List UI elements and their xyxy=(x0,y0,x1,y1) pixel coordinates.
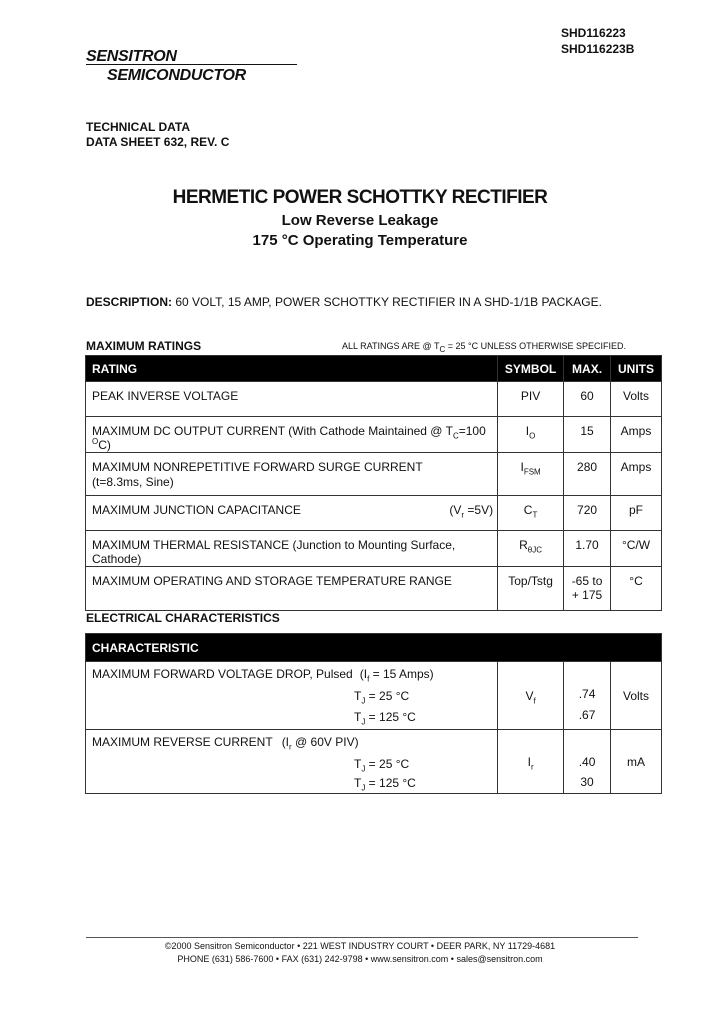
table-row xyxy=(86,531,662,567)
char-label: MAXIMUM REVERSE CURRENT xyxy=(92,735,273,749)
col-rating: RATING xyxy=(86,356,498,382)
symbol-sub: O xyxy=(529,431,536,441)
description-label: DESCRIPTION: xyxy=(86,295,173,309)
units-cell: °C/W xyxy=(611,531,662,567)
char-cond-sub: r xyxy=(289,742,292,752)
t-text: T xyxy=(354,776,362,790)
symbol-cell: Top/Tstg xyxy=(498,567,564,611)
temp-cond-1 xyxy=(354,757,410,774)
part-number-1: SHD116223 xyxy=(561,26,626,40)
symbol-text: V xyxy=(525,688,534,703)
t-text-b: = 125 °C xyxy=(365,776,416,790)
table-row xyxy=(86,730,662,794)
symbol-sub: FSM xyxy=(523,467,541,477)
char-cond-b: = 15 Amps) xyxy=(369,667,434,681)
t-sub: J xyxy=(361,696,366,706)
value-cell xyxy=(564,730,611,794)
symbol-cell xyxy=(498,730,564,794)
rating-cell: MAXIMUM THERMAL RESISTANCE (Junction to Mounting Surface, Cathode) xyxy=(86,531,498,567)
table-row xyxy=(86,496,662,531)
symbol-sub: f xyxy=(533,695,536,705)
t-sub: J xyxy=(361,764,366,774)
value-1: .74 xyxy=(578,687,596,701)
symbol-cell: PIV xyxy=(498,382,564,417)
t-text: T xyxy=(354,689,362,703)
units-cell: Amps xyxy=(611,453,662,496)
table-row xyxy=(86,662,662,730)
data-sheet-label: DATA SHEET 632, REV. C xyxy=(86,135,230,149)
t-sub: J xyxy=(361,717,366,727)
col-characteristic: CHARACTERISTIC xyxy=(86,634,662,662)
table-row xyxy=(86,567,662,611)
rating-text: MAXIMUM JUNCTION CAPACITANCE xyxy=(92,503,301,517)
symbol-cell xyxy=(498,531,564,567)
logo-underline xyxy=(86,64,297,65)
characteristic-cell xyxy=(86,662,498,730)
rating-line1: MAXIMUM NONREPETITIVE FORWARD SURGE CURRENT xyxy=(92,460,423,474)
units-cell: Volts xyxy=(611,382,662,417)
rating-condition xyxy=(449,503,494,520)
subtitle-1: Low Reverse Leakage xyxy=(281,212,439,229)
rating-cell xyxy=(86,453,498,496)
col-symbol: SYMBOL xyxy=(498,356,564,382)
table-row xyxy=(86,417,662,453)
symbol-cell xyxy=(498,453,564,496)
symbol-cell xyxy=(498,662,564,730)
characteristic-cell xyxy=(86,730,498,794)
symbol-cell xyxy=(498,496,564,531)
rating-cell: PEAK INVERSE VOLTAGE xyxy=(86,382,498,417)
max-cell xyxy=(564,567,611,611)
company-name-line1: SENSITRON xyxy=(86,48,177,65)
symbol-text: I xyxy=(525,424,530,438)
t-text: T xyxy=(354,757,362,771)
symbol-sub: r xyxy=(531,761,534,771)
col-max: MAX. xyxy=(564,356,611,382)
value-cell xyxy=(564,662,611,730)
units-cell: mA xyxy=(611,730,662,794)
footer-contact: PHONE (631) 586-7600 • FAX (631) 242-9798 • www.sensitron.com • sales@sensitron.com xyxy=(177,954,543,964)
max-cell: 60 xyxy=(564,382,611,417)
rating-cell xyxy=(86,496,498,531)
cond-sub: r xyxy=(461,510,465,520)
subtitle-2: 175 °C Operating Temperature xyxy=(252,232,468,249)
footer-divider xyxy=(86,937,638,938)
value-2: 30 xyxy=(580,775,594,789)
rating-line2: (t=8.3ms, Sine) xyxy=(92,475,174,489)
symbol-sub: θJC xyxy=(527,545,543,555)
company-name-line2: SEMICONDUCTOR xyxy=(107,67,246,84)
t-text-b: = 125 °C xyxy=(365,710,416,724)
part-number-2: SHD116223B xyxy=(561,42,635,56)
max-ratings-header-row xyxy=(86,356,662,382)
units-cell: Amps xyxy=(611,417,662,453)
char-cond-sub: f xyxy=(367,674,370,684)
rating-cell: MAXIMUM OPERATING AND STORAGE TEMPERATURE RANGE xyxy=(86,567,498,611)
max-cell: 15 xyxy=(564,417,611,453)
symbol-sub: T xyxy=(532,510,538,520)
rating-sub: C xyxy=(452,431,459,441)
rating-sup: O xyxy=(92,437,99,446)
max-cell: 1.70 xyxy=(564,531,611,567)
max-line1: -65 to xyxy=(571,574,603,588)
max-line2: + 175 xyxy=(571,588,603,602)
t-text: T xyxy=(354,710,362,724)
temp-cond-1 xyxy=(354,689,410,706)
temp-cond-2 xyxy=(354,710,416,727)
char-cond-b: @ 60V PIV) xyxy=(291,735,359,749)
rating-text: MAXIMUM DC OUTPUT CURRENT (With Cathode Maintained @ T xyxy=(92,424,453,438)
max-ratings-table xyxy=(85,355,662,611)
technical-data-label: TECHNICAL DATA xyxy=(86,120,190,134)
electrical-table xyxy=(85,633,662,794)
description-text: 60 VOLT, 15 AMP, POWER SCHOTTKY RECTIFIER IN A SHD-1/1B PACKAGE. xyxy=(172,295,602,309)
char-line xyxy=(92,735,497,752)
cond-text: (V xyxy=(449,503,462,517)
symbol-text: I xyxy=(520,460,524,474)
rating-text-b: =100 xyxy=(458,424,486,438)
value-1: .40 xyxy=(578,755,596,769)
max-ratings-heading: MAXIMUM RATINGS xyxy=(86,339,202,353)
table-row xyxy=(86,453,662,496)
col-units: UNITS xyxy=(611,356,662,382)
main-title: HERMETIC POWER SCHOTTKY RECTIFIER xyxy=(172,187,548,208)
char-label: MAXIMUM FORWARD VOLTAGE DROP, Pulsed xyxy=(92,667,353,681)
symbol-cell xyxy=(498,417,564,453)
max-cell: 280 xyxy=(564,453,611,496)
t-text-b: = 25 °C xyxy=(365,757,410,771)
electrical-header-row xyxy=(86,634,662,662)
char-cond: (I xyxy=(281,735,290,749)
rating-cell xyxy=(86,417,498,453)
char-cond: (I xyxy=(359,667,368,681)
footer-address: ©2000 Sensitron Semiconductor • 221 WEST INDUSTRY COURT • DEER PARK, NY 11729-4681 xyxy=(164,941,556,951)
electrical-heading: ELECTRICAL CHARACTERISTICS xyxy=(86,611,280,625)
value-2: .67 xyxy=(578,708,596,722)
note-prefix: ALL RATINGS ARE @ T xyxy=(342,341,440,351)
temp-cond-2 xyxy=(354,776,416,793)
note-suffix: = 25 °C UNLESS OTHERWISE SPECIFIED. xyxy=(445,341,627,351)
table-row xyxy=(86,382,662,417)
units-cell: Volts xyxy=(611,662,662,730)
ratings-note xyxy=(342,341,627,354)
t-text-b: = 25 °C xyxy=(365,689,410,703)
units-cell: °C xyxy=(611,567,662,611)
symbol-text: R xyxy=(519,538,528,552)
note-sub: C xyxy=(439,344,446,354)
max-cell: 720 xyxy=(564,496,611,531)
symbol-text: C xyxy=(523,503,533,517)
t-sub: J xyxy=(361,783,366,793)
char-line xyxy=(92,667,497,684)
symbol-text: I xyxy=(527,754,531,769)
cond-text-b: =5V) xyxy=(464,503,494,517)
rating-text-c: C) xyxy=(98,438,111,452)
units-cell: pF xyxy=(611,496,662,531)
description xyxy=(86,295,602,309)
